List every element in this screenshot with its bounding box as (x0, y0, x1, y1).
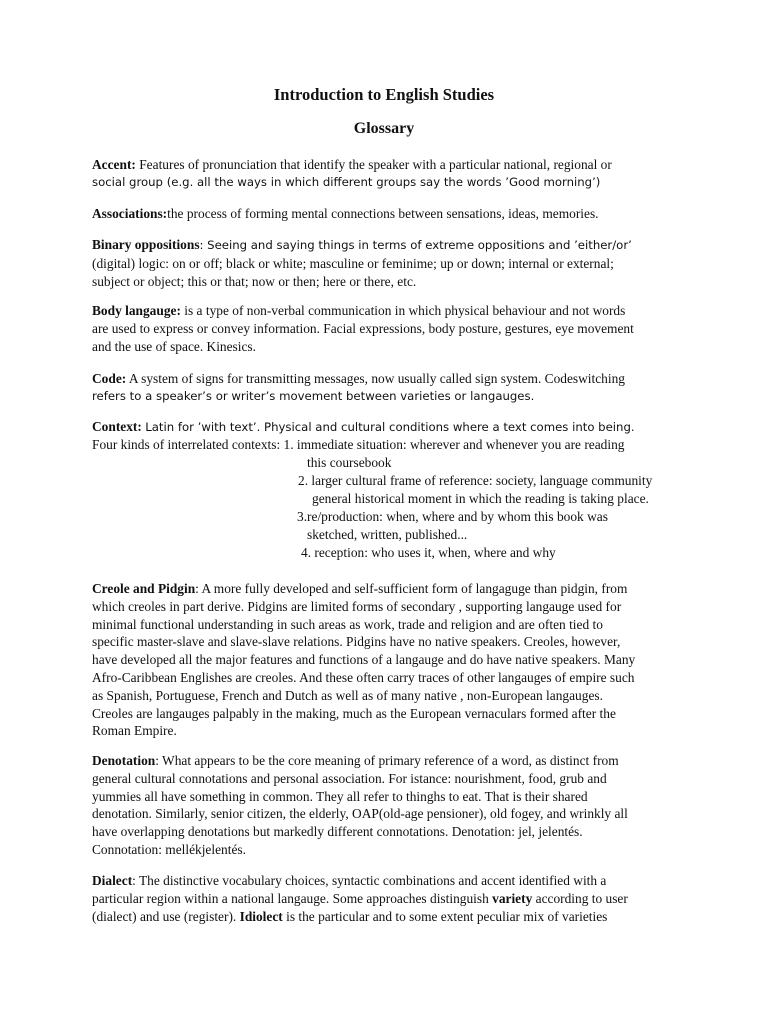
glossary-entry-associations: Associations:the process of forming mental connections between sensations, ideas, memories. (92, 206, 599, 221)
term-accent: Accent: (92, 157, 136, 172)
glossary-entry-denotation: Denotation: What appears to be the core meaning of primary reference of a word, as distinct from general cultural connotations and personal association. For istance: nourishment, food, grub and yummies all have something in common. They all refer to thinghs to eat. That is their shared denotation. Similarly, senior citizen, the elderly, OAP(old-age pensioner), old fogey, and wrinkly all have overlapping denotations but markedly different connotations. Denotation: jel, jelentés. Connotation: mellékjelentés. (92, 753, 628, 857)
term-dialect: Dialect (92, 873, 133, 888)
term-idiolect: Idiolect (239, 908, 283, 924)
glossary-entry-dialect: Dialect: The distinctive vocabulary choices, syntactic combinations and accent identified with a particular region within a national langauge. Some approaches distinguish variety according to user (dialect) and use (register). Idiolect is the particular and to some extent peculiar mix of varieties (92, 873, 628, 924)
glossary-entry-code: Code: A system of signs for transmitting messages, now usually called sign system. Codeswitching refers to a speaker’s or writer’s movement between varieties or langauges. (92, 371, 625, 403)
glossary-entry-creole-and-pidgin: Creole and Pidgin: A more fully developed and self-sufficient form of langaguge than pidgin, from which creoles in part derive. Pidgins are limited forms of secondary , supporting langauge used for minimal functional understanding in such areas as work, trade and religion and are often tied to specific master-slave and slave-slave relations. Pidgins have no native speakers. Creoles, however, have developed all the major features and functions of a langauge and do have native speakers. Many Afro-Caribbean Englishes are creoles. And these often carry traces of other langauges of empire such as Spanish, Portuguese, French and Dutch as well as of many native , non-European langauges. Creoles are langauges palpably in the making, much as the European vernaculars formed after the Roman Empire. (92, 581, 636, 739)
term-creole-and-pidgin: Creole and Pidgin (92, 581, 196, 596)
term-code: Code: (92, 371, 127, 386)
term-variety: variety (492, 890, 533, 906)
term-associations: Associations: (92, 206, 168, 221)
glossary-entry-binary-oppositions: Binary oppositions: Seeing and saying things in terms of extreme oppositions and ’either/or’ (digital) logic: on or off; black or white; masculine or feminime; up or down; internal or external; subject or object; this or that; now or then; here or there, etc. (92, 237, 632, 289)
page-title: Introduction to English Studies (273, 85, 495, 104)
term-binary-oppositions: Binary oppositions (92, 237, 200, 252)
glossary-entry-body-language: Body langauge: is a type of non-verbal communication in which physical behaviour and not words are used to express or convey information. Facial expressions, body posture, gestures, eye movement and the use of space. Kinesics. (92, 303, 634, 354)
term-context: Context: (92, 419, 142, 434)
page-subtitle: Glossary (353, 120, 415, 137)
glossary-entry-accent: Accent: Features of pronunciation that identify the speaker with a particular national, regional or social group (e.g. all the ways in which different groups say the words ’Good morning’) (92, 157, 612, 189)
term-body-language: Body langauge: (92, 303, 181, 318)
term-denotation: Denotation (92, 753, 156, 768)
glossary-entry-context: Context: Latin for ’with text’. Physical and cultural conditions where a text comes into being. Four kinds of interrelated contexts: 1. immediate situation: wherever and whenever you are reading this coursebook 2. larger cultural frame of reference: society, language community general historical moment in which the reading is taking place. 3.re/production: when, where and by whom this book was sketched, written, published... 4. reception: who uses it, when, where and why (92, 419, 653, 560)
